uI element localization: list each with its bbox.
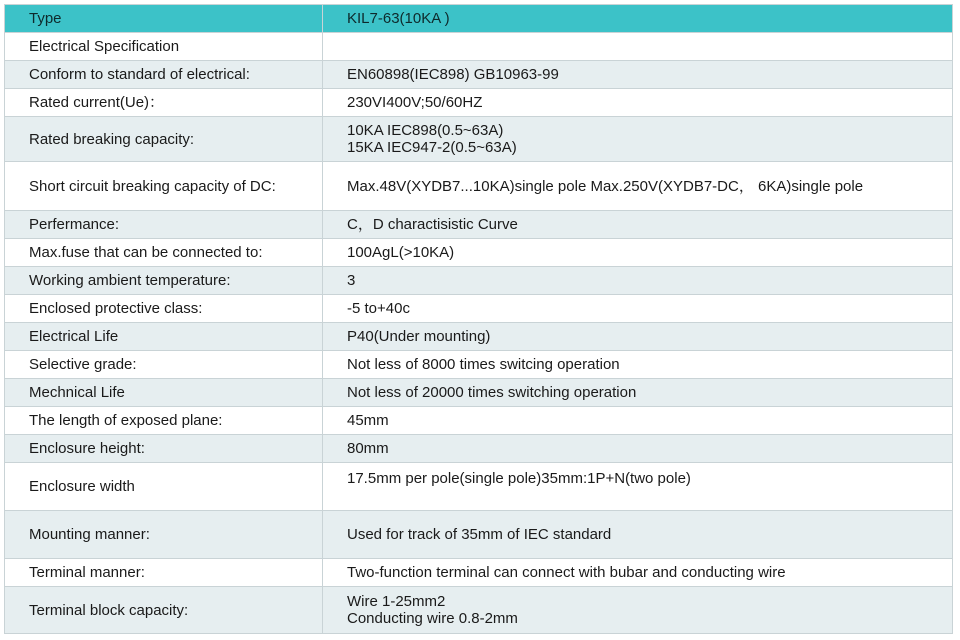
spec-value-line: C，D charactisistic Curve <box>347 216 518 233</box>
spec-value-cell <box>323 239 953 267</box>
spec-label-cell: The length of exposed plane: <box>5 407 323 435</box>
spec-label-cell: Terminal block capacity: <box>5 587 323 634</box>
spec-label-cell: Mechnical Life <box>5 379 323 407</box>
spec-value-cell <box>323 211 953 239</box>
spec-label-cell: Electrical Specification <box>5 33 323 61</box>
spec-value-line: 230VI400V;50/60HZ <box>347 94 483 111</box>
header-label-cell: Type <box>5 5 323 33</box>
spec-value-line: 15KA IEC947-2(0.5~63A) <box>347 139 517 156</box>
spec-value-line: -5 to+40c <box>347 300 410 317</box>
spec-value-line: Two-function terminal can connect with bubar and conducting wire <box>347 564 786 581</box>
table-header-row <box>5 5 953 33</box>
table-row <box>5 295 953 323</box>
spec-value-cell <box>323 89 953 117</box>
spec-value-cell <box>323 511 953 559</box>
spec-value-cell <box>323 407 953 435</box>
spec-value-cell <box>323 295 953 323</box>
table-row <box>5 267 953 295</box>
spec-value-line: 10KA IEC898(0.5~63A) <box>347 122 504 139</box>
spec-value-cell <box>323 33 953 61</box>
spec-label-cell: Perfermance: <box>5 211 323 239</box>
spec-value-cell <box>323 351 953 379</box>
spec-label-cell: Rated current(Ue)： <box>5 89 323 117</box>
spec-value-line: P40(Under mounting) <box>347 328 491 345</box>
table-row <box>5 33 953 61</box>
spec-value-line: 80mm <box>347 440 389 457</box>
spec-value-line: 45mm <box>347 412 389 429</box>
spec-value-cell <box>323 323 953 351</box>
spec-label-cell: Enclosed protective class: <box>5 295 323 323</box>
spec-value-cell <box>323 61 953 89</box>
spec-value-line: KIL7-63(10KA ) <box>347 10 450 27</box>
spec-label-cell: Conform to standard of electrical: <box>5 61 323 89</box>
spec-value-cell <box>323 379 953 407</box>
spec-label-cell: Enclosure height: <box>5 435 323 463</box>
spec-value-line: Max.48V(XYDB7...10KA)single pole Max.250V(XYDB7-DC， 6KA)single pole <box>347 177 864 195</box>
spec-value-line: EN60898(IEC898) GB10963-99 <box>347 66 559 83</box>
table-row <box>5 559 953 587</box>
spec-value-cell <box>323 267 953 295</box>
spec-value-line: 17.5mm per pole(single pole)35mm:1P+N(two pole) <box>347 470 691 487</box>
spec-value-line: 100AgL(>10KA) <box>347 244 455 261</box>
spec-table <box>4 4 953 634</box>
spec-label-cell: Max.fuse that can be connected to: <box>5 239 323 267</box>
spec-value-line: Used for track of 35mm of IEC standard <box>347 526 612 543</box>
table-row <box>5 117 953 162</box>
spec-table-body <box>5 5 953 634</box>
spec-value-cell <box>323 587 953 634</box>
spec-value-line: 3 <box>347 272 356 289</box>
table-row <box>5 351 953 379</box>
spec-label-cell: Working ambient temperature: <box>5 267 323 295</box>
spec-label-cell: Mounting manner: <box>5 511 323 559</box>
table-row <box>5 587 953 634</box>
spec-value-line: Not less of 20000 times switching operation <box>347 384 637 401</box>
spec-value-line: Wire 1-25mm2 <box>347 593 446 610</box>
table-row <box>5 61 953 89</box>
spec-value-cell <box>323 463 953 511</box>
spec-value-cell <box>323 435 953 463</box>
spec-label-cell: Enclosure width <box>5 463 323 511</box>
spec-value-cell <box>323 117 953 162</box>
spec-value-cell <box>323 162 953 211</box>
header-value-cell <box>323 5 953 33</box>
table-row <box>5 211 953 239</box>
table-row <box>5 407 953 435</box>
table-row <box>5 162 953 211</box>
spec-value-line: Conducting wire 0.8-2mm <box>347 610 518 627</box>
spec-label-cell: Terminal manner: <box>5 559 323 587</box>
table-row <box>5 323 953 351</box>
spec-label-cell: Selective grade: <box>5 351 323 379</box>
table-row <box>5 511 953 559</box>
spec-label-cell: Short circuit breaking capacity of DC: <box>5 162 323 211</box>
spec-value-line: Not less of 8000 times switcing operation <box>347 356 620 373</box>
table-row <box>5 379 953 407</box>
spec-label-cell: Electrical Life <box>5 323 323 351</box>
table-row <box>5 89 953 117</box>
table-row <box>5 239 953 267</box>
table-row <box>5 463 953 511</box>
spec-label-cell: Rated breaking capacity: <box>5 117 323 162</box>
spec-value-cell <box>323 559 953 587</box>
table-row <box>5 435 953 463</box>
